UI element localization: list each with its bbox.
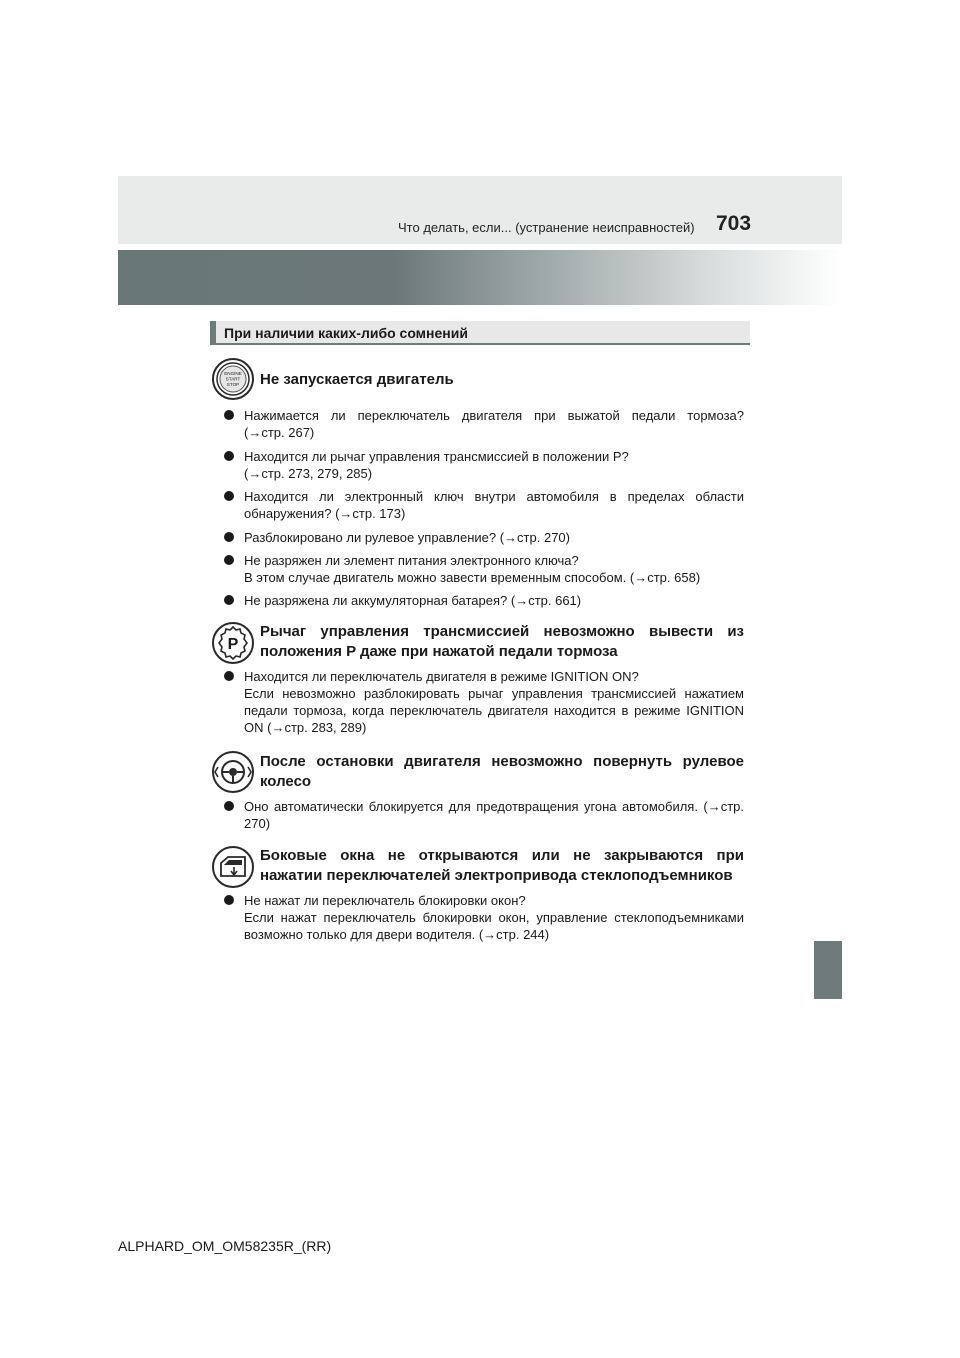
steering-lock-icon [212, 751, 254, 793]
bullet-line: Находится ли электронный ключ внутри автомобиля в пределах области обнаружения? (→стр. 173) [244, 489, 744, 521]
icon-text-stop: STOP [226, 382, 240, 387]
bullet-line: Находится ли переключатель двигателя в режиме IGNITION ON? [244, 669, 639, 684]
document-code-footer: ALPHARD_OM_OM58235R_(RR) [118, 1238, 332, 1254]
list-item [224, 798, 744, 832]
icon-text-p: P [227, 636, 239, 653]
list-item [224, 448, 744, 482]
icon-text-engine: ENGINE [224, 371, 242, 376]
bullet-line: В этом случае двигатель можно завести временным способом. (→стр. 658) [244, 570, 701, 585]
heading-steering-locked: После остановки двигателя невозможно повернуть рулевое колесо [260, 753, 744, 790]
bullet-line: Если нажат переключатель блокировки окон, управление стеклоподъемниками возможно только для двери водителя. (→стр. 244) [244, 910, 744, 942]
bullet-line: (→стр. 273, 279, 285) [244, 466, 373, 481]
bullet-line: (→стр. 267) [244, 425, 315, 440]
chapter-side-tab [814, 941, 842, 999]
list-item [224, 407, 744, 441]
bullet-icon [224, 671, 234, 681]
bullet-line: Не разряжена ли аккумуляторная батарея? (→стр. 661) [244, 593, 582, 608]
bullet-line: Не нажат ли переключатель блокировки окон? [244, 893, 526, 908]
list-item [224, 668, 744, 736]
section-header-accent [210, 321, 216, 343]
bullet-line: Нажимается ли переключатель двигателя при выжатой педали тормоза? [244, 408, 744, 423]
engine-start-stop-icon [212, 358, 254, 400]
heading-engine-no-start: Не запускается двигатель [260, 371, 454, 388]
bullet-icon [224, 451, 234, 461]
list-item [224, 529, 744, 546]
page-number: 703 [716, 212, 752, 235]
bullet-line: Если невозможно разблокировать рычаг управления трансмиссией нажатием педали тормоза, когда переключатель двигателя находится в режиме IGNITION ON (→стр. 283, 289) [244, 686, 744, 735]
running-header-title: Что делать, если... (устранение неисправностей) [398, 220, 695, 235]
chapter-gradient-bar [118, 250, 842, 305]
bullet-line: Находится ли рычаг управления трансмиссией в положении P? [244, 449, 629, 464]
bullet-icon [224, 410, 234, 420]
list-item [224, 892, 744, 943]
list-item [224, 592, 744, 609]
section-title: При наличии каких-либо сомнений [224, 325, 468, 341]
bullet-icon [224, 801, 234, 811]
bullet-icon [224, 491, 234, 501]
list-item [224, 488, 744, 522]
bullet-line: Разблокировано ли рулевое управление? (→стр. 270) [244, 530, 570, 545]
bullet-line: Не разряжен ли элемент питания электронного ключа? [244, 553, 579, 568]
heading-shift-lever-stuck: Рычаг управления трансмиссией невозможно вывести из положения P даже при нажатой педали тормоза [260, 623, 744, 660]
bullet-icon [224, 895, 234, 905]
list-item [224, 552, 744, 586]
section-header [210, 321, 750, 345]
park-gear-icon [212, 622, 254, 664]
bullet-icon [224, 532, 234, 542]
bullet-icon [224, 595, 234, 605]
bullet-icon [224, 555, 234, 565]
heading-windows-not-working: Боковые окна не открываются или не закрываются при нажатии переключателей электропривода стеклоподъемников [260, 847, 744, 884]
bullet-line: Оно автоматически блокируется для предотвращения угона автомобиля. (→стр. 270) [244, 799, 744, 831]
icon-text-start: START [225, 376, 241, 382]
power-window-icon [212, 846, 254, 888]
